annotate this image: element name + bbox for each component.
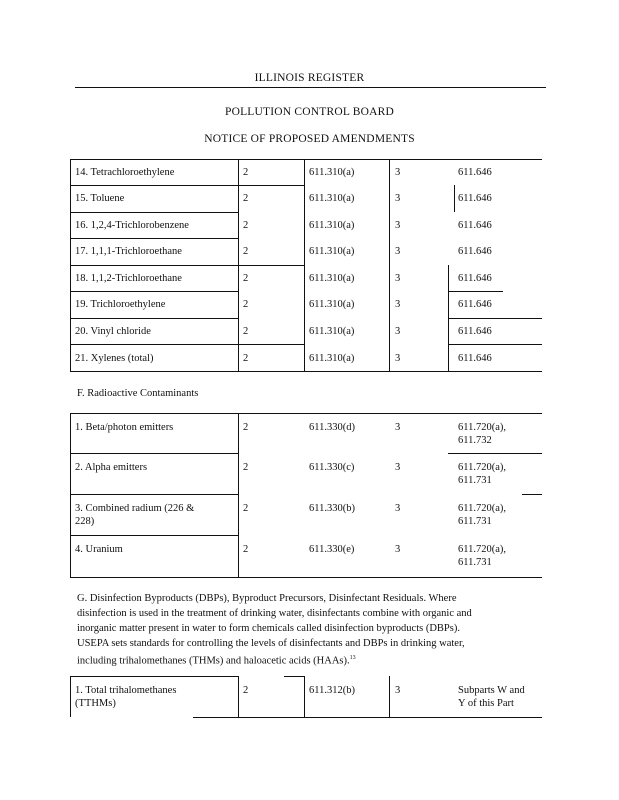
method-ref: 611.731: [458, 557, 492, 568]
contaminant-name: 16. 1,2,4-Trichlorobenzene: [75, 220, 189, 231]
table-rule: [70, 676, 238, 677]
method-ref: 611.720(a),: [458, 462, 507, 473]
tier-value: 2: [243, 353, 249, 364]
table-rule: [70, 453, 238, 454]
method-ref: 611.732: [458, 435, 492, 446]
board-title: POLLUTION CONTROL BOARD: [224, 106, 394, 118]
contaminant-name: 2. Alpha emitters: [75, 462, 148, 473]
tier-value: 2: [243, 685, 249, 696]
method-ref: 611.720(a),: [458, 544, 507, 555]
method-ref: 611.646: [458, 273, 492, 284]
table-rule: [238, 413, 239, 577]
table-rule: [389, 676, 390, 717]
tier-value: 3: [395, 193, 401, 204]
method-ref: 611.646: [458, 353, 492, 364]
tier-value: 3: [395, 685, 401, 696]
method-ref: 611.720(a),: [458, 422, 507, 433]
method-ref: Y of this Part: [458, 698, 514, 709]
register-title: ILLINOIS REGISTER: [254, 72, 365, 84]
tier-value: 3: [395, 353, 401, 364]
tier-value: 2: [243, 193, 249, 204]
table-rule: [70, 535, 238, 536]
table-rule: [70, 159, 542, 160]
tier-value: 2: [243, 299, 249, 310]
header-rule: [75, 87, 546, 88]
section-ref: 611.310(a): [309, 220, 355, 231]
contaminant-name: (TTHMs): [75, 698, 116, 709]
contaminant-name: 20. Vinyl chloride: [75, 326, 151, 337]
table-rule: [448, 291, 503, 292]
tier-value: 2: [243, 326, 249, 337]
table-rule: [448, 318, 542, 319]
table-rule: [70, 265, 238, 266]
table-rule: [304, 676, 305, 717]
table-rule: [448, 265, 449, 371]
table-rule: [70, 212, 238, 213]
paragraph-line: G. Disinfection Byproducts (DBPs), Byproduct Precursors, Disinfectant Residuals. Where: [77, 593, 457, 604]
tier-value: 3: [395, 246, 401, 257]
table-rule: [193, 717, 542, 718]
contaminant-name: 19. Trichloroethylene: [75, 299, 166, 310]
method-ref: 611.646: [458, 193, 492, 204]
table-rule: [70, 291, 238, 292]
contaminant-name: 18. 1,1,2-Trichloroethane: [75, 273, 182, 284]
tier-value: 3: [395, 462, 401, 473]
section-ref: 611.310(a): [309, 193, 355, 204]
paragraph-line: USEPA sets standards for controlling the levels of disinfectants and DBPs in drinking water,: [77, 638, 465, 649]
table-rule: [238, 159, 239, 371]
contaminant-name: 17. 1,1,1-Trichloroethane: [75, 246, 182, 257]
table-rule: [70, 238, 238, 239]
tier-value: 3: [395, 273, 401, 284]
contaminant-name: 21. Xylenes (total): [75, 353, 154, 364]
table-rule: [448, 453, 542, 454]
footnote-ref: 13: [349, 655, 356, 661]
table-rule: [284, 676, 304, 677]
paragraph-text: including trihalomethanes (THMs) and haloacetic acids (HAAs).: [77, 655, 350, 667]
tier-value: 3: [395, 167, 401, 178]
paragraph-line: disinfection is used in the treatment of drinking water, disinfectants combine with organic and: [77, 608, 472, 619]
method-ref: 611.646: [458, 167, 492, 178]
section-ref: 611.312(b): [309, 685, 355, 696]
contaminant-name: 1. Total trihalomethanes: [75, 685, 177, 696]
contaminant-name: 4. Uranium: [75, 544, 123, 555]
table-rule: [70, 676, 71, 717]
section-ref: 611.310(a): [309, 326, 355, 337]
table-rule: [238, 265, 304, 266]
notice-title: NOTICE OF PROPOSED AMENDMENTS: [204, 133, 415, 145]
section-ref: 611.310(a): [309, 246, 355, 257]
section-f-heading: F. Radioactive Contaminants: [77, 388, 199, 399]
section-ref: 611.330(e): [309, 544, 355, 555]
section-g-paragraph: [77, 591, 547, 669]
section-ref: 611.310(a): [309, 299, 355, 310]
tier-value: 3: [395, 299, 401, 310]
method-ref: 611.731: [458, 475, 492, 486]
tier-value: 2: [243, 246, 249, 257]
section-ref: 611.330(b): [309, 503, 355, 514]
method-ref: 611.646: [458, 299, 492, 310]
table-rule: [70, 413, 71, 577]
contaminant-name: 14. Tetrachloroethylene: [75, 167, 175, 178]
table-rule: [238, 676, 239, 717]
tier-value: 2: [243, 220, 249, 231]
table-rule: [70, 494, 238, 495]
table-rule: [70, 318, 238, 319]
method-ref: 611.731: [458, 516, 492, 527]
paragraph-line: [77, 651, 547, 669]
table-rule: [70, 577, 542, 578]
table-rule: [454, 185, 455, 212]
contaminant-name: 1. Beta/photon emitters: [75, 422, 174, 433]
method-ref: 611.646: [458, 246, 492, 257]
table-rule: [304, 159, 305, 371]
section-ref: 611.330(d): [309, 422, 355, 433]
method-ref: 611.646: [458, 220, 492, 231]
section-ref: 611.310(a): [309, 167, 355, 178]
tier-value: 2: [243, 462, 249, 473]
method-ref: Subparts W and: [458, 685, 525, 696]
tier-value: 3: [395, 220, 401, 231]
tier-value: 3: [395, 326, 401, 337]
tier-value: 2: [243, 503, 249, 514]
contaminant-name: 228): [75, 516, 95, 527]
paragraph-line: inorganic matter present in water to form chemicals called disinfection byproducts (DBPs).: [77, 623, 460, 634]
table-rule: [70, 159, 71, 371]
contaminant-name: 15. Toluene: [75, 193, 125, 204]
tier-value: 3: [395, 503, 401, 514]
table-rule: [70, 185, 304, 186]
tier-value: 2: [243, 167, 249, 178]
tier-value: 2: [243, 422, 249, 433]
table-rule: [70, 371, 542, 372]
section-ref: 611.310(a): [309, 353, 355, 364]
tier-value: 2: [243, 544, 249, 555]
tier-value: 3: [395, 422, 401, 433]
section-ref: 611.330(c): [309, 462, 355, 473]
method-ref: 611.646: [458, 326, 492, 337]
section-ref: 611.310(a): [309, 273, 355, 284]
contaminant-name: 3. Combined radium (226 &: [75, 503, 195, 514]
table-rule: [448, 344, 542, 345]
table-rule: [522, 494, 542, 495]
method-ref: 611.720(a),: [458, 503, 507, 514]
table-rule: [389, 159, 390, 371]
tier-value: 2: [243, 273, 249, 284]
table-rule: [70, 413, 542, 414]
tier-value: 3: [395, 544, 401, 555]
table-rule: [70, 344, 304, 345]
